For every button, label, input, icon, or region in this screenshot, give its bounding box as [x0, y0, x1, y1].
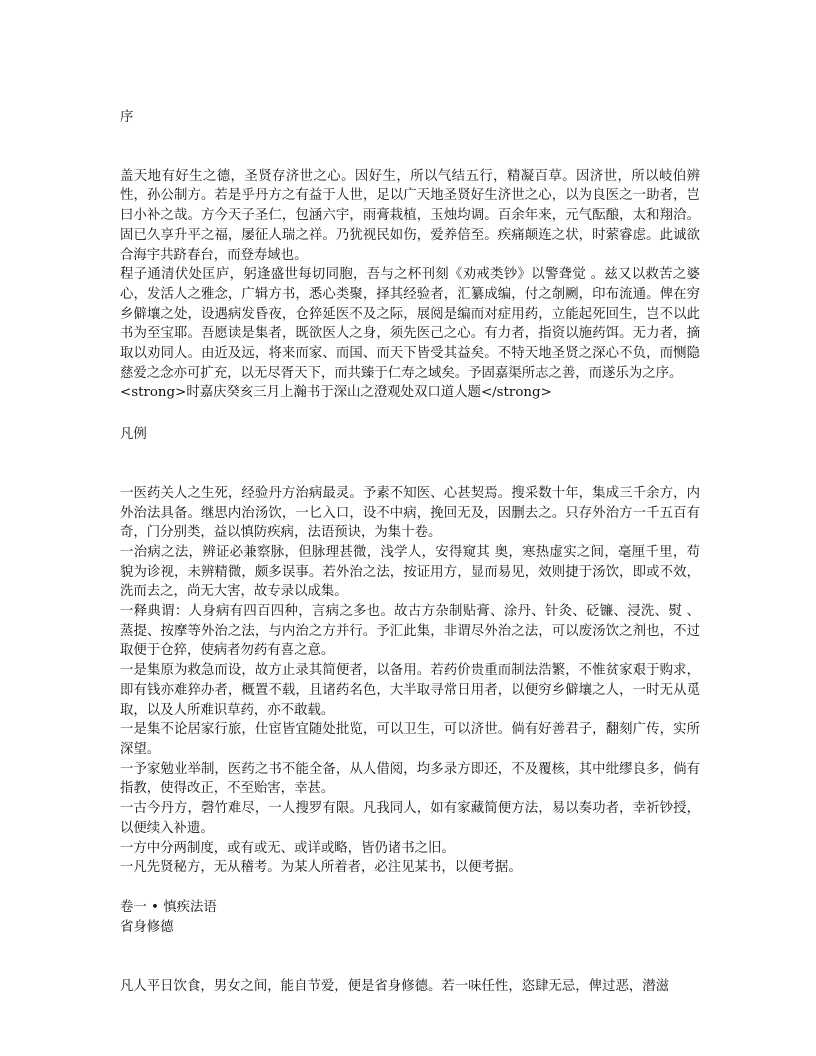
notes-item-8: 一方中分两制度，或有或无、或详或略，皆仍诸书之旧。: [120, 840, 455, 856]
notes-item-1: 一医药关人之生死，经验丹方治病最灵。予素不知医、心甚契焉。搜采数十年，集成三千余方，内外治法具备。继思内治汤饮，一匕入口，设不中病，挽回无及，因删去之。只存外治方一千五百有奇，门分别类，益以慎防疾病，法语预诀，为集十卷。: [120, 485, 700, 541]
notes-heading: 凡例: [120, 427, 147, 443]
preface-signature: <strong>时嘉庆癸亥三月上瀚书于深山之澄观处双口道人题</strong>: [120, 385, 552, 401]
notes-item-9: 一凡先贤秘方，无从稽考。为某人所着者，必注见某书，以便考据。: [120, 860, 522, 876]
volume-paragraph-1: 凡人平日饮食，男女之间，能自节爱，便是省身修德。若一味任性，恣肆无忌，俾过恶，潜滋: [120, 979, 670, 995]
preface-paragraph-2: 程子通清伏处匡庐，躬逢盛世每切同胞，吾与之杯刊刻《劝戒类钞》以警聋觉 。兹又以救苦之婆心，发活人之雅念，广辑方书，悉心类聚，择其经验者，汇纂成编，付之剞劂，印布流通。俾在穷乡僻壤之处，设遇病发昏夜，仓猝延医不及之际，展阅是编而对症用药，立能起死回生，岂不以此书为至宝耶。吾愿读是集者，既欲医人之身，须先医己之心。有力者，指资以施药饵。无力者，摘取以劝同人。由近及远，将来而家、而国、而天下皆受其益矣。不特天地圣贤之深心不负，而恻隐慈爱之念亦可扩充，以无尽胥天下，而共臻于仁寿之域矣。予固嘉渠所志之善，而遂乐为之序。: [120, 267, 700, 381]
notes-item-6: 一予家勉业举制，医药之书不能全备，从人借阅，均多录方即还，不及覆核，其中纰缪良多，倘有指教，使得改正，不至贻害，幸甚。: [120, 761, 700, 797]
notes-section: [120, 403, 700, 878]
notes-item-5: 一是集不论居家行旅，仕宦皆宜随处批览，可以卫生，可以济世。倘有好善君子，翻刻广传，实所深望。: [120, 722, 700, 757]
volume-subtitle: 省身修德: [120, 919, 174, 935]
volume-title: 卷一 • 慎疾法语: [120, 899, 217, 915]
notes-item-2: 一治病之法，辨证必兼察脉，但脉理甚微，浅学人，安得窥其 奥，寒热虚实之间，毫厘千里，苟貌为诊视，未辨精微，颇多误事。若外治之法，按证用方，显而易见，效则捷于汤饮，即或不效，洗而去之，尚无大害，故专录以成集。: [120, 544, 700, 600]
notes-item-7: 一古今丹方，磬竹难尽，一人搜罗有限。凡我同人，如有家藏简便方法，易以奏功者，幸祈钞授，以便续入补遗。: [120, 801, 700, 836]
preface-paragraph-1: 盖天地有好生之德，圣贤存济世之心。因好生，所以气结五行，精凝百草。因济世，所以岐伯辨性，孙公制方。若是乎丹方之有益于人世，足以广天地圣贤好生济世之心，以为良医之一助者，岂曰小补之哉。方今天子圣仁，包涵六宇，雨膏栽植，玉烛均调。百余年来，元气酝酿，太和翔洽。固已久享升平之福，屡征人瑞之祥。乃犹视民如伤，爱养倍至。疾痛颠连之状，时萦睿虑。此诚欲合海宇共跻春台，而登寿域也。: [120, 168, 700, 263]
preface-heading: 序: [120, 110, 134, 125]
notes-item-3: 一释典谓：人身病有四百四种，言病之多也。故古方杂制贴膏、涂丹、针灸、砭镰、浸洗、熨 、蒸提、按摩等外治之法，与内治之方并行。予汇此集，非谓尽外治之法，可以废汤饮之剂也，不过取便于仓猝，使病者勿药有喜之意。: [120, 604, 700, 659]
document-page: [120, 108, 700, 997]
volume-section: [120, 898, 700, 997]
notes-item-4: 一是集原为救急而设，故方止录其简便者，以备用。若药价贵重而制法浩繁，不惟贫家艰于购求，即有钱亦难猝办者，概置不载，且诸药名色，大半取寻常日用者，以便穷乡僻壤之人，一时无从觅取，以及人所难识草药，亦不敢载。: [120, 663, 700, 718]
preface-section: [120, 108, 700, 403]
